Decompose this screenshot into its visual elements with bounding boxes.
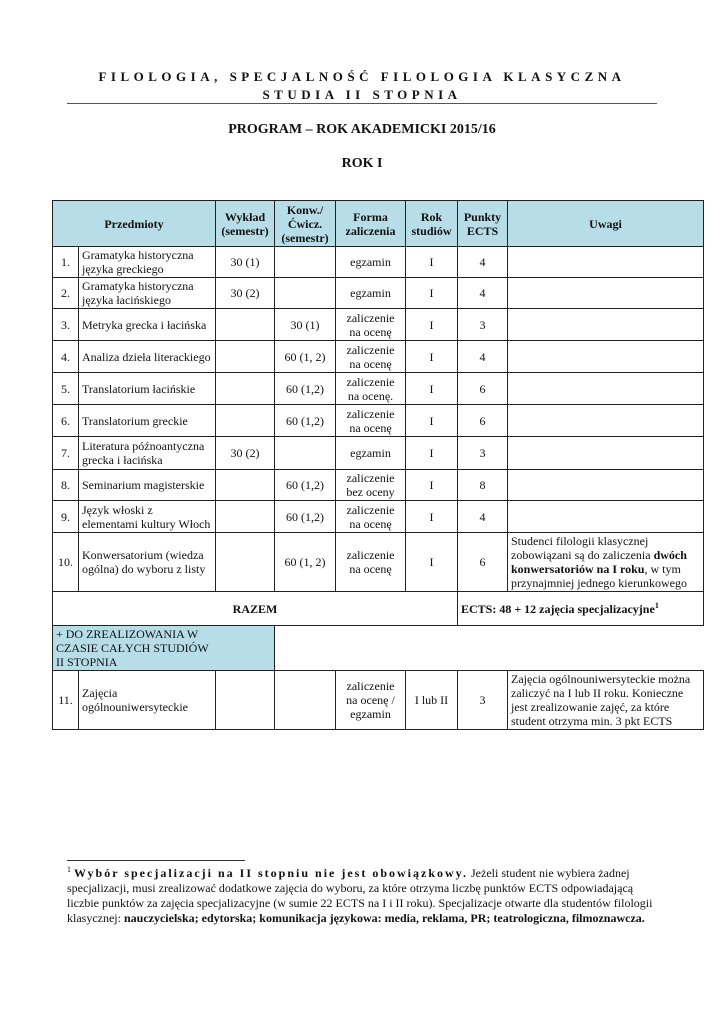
table-row-3 <box>53 309 704 341</box>
notes-cell <box>508 278 704 309</box>
subject-name: Seminarium magisterskie <box>79 470 216 501</box>
ects-cell: 6 <box>458 373 508 405</box>
exercises-cell: 60 (1,2) <box>275 405 336 437</box>
form-cell: zaliczenie na ocenę. <box>336 373 406 405</box>
col-header-year: Rok studiów <box>406 201 458 247</box>
table-header-row <box>53 201 704 247</box>
table-row-11 <box>53 671 704 730</box>
form-cell: zaliczenie bez oceny <box>336 470 406 501</box>
ects-cell: 4 <box>458 278 508 309</box>
ects-cell: 3 <box>458 309 508 341</box>
lecture-cell <box>216 533 275 592</box>
form-cell: zaliczenie na ocenę <box>336 309 406 341</box>
total-label: RAZEM <box>53 592 458 626</box>
subject-name: Gramatyka historyczna języka greckiego <box>79 247 216 278</box>
notes-cell: Studenci filologii klasycznej zobowiązani są do zaliczenia dwóch konwersatoriów na I roku, w tym przynajmniej jednego kierunkowego <box>508 533 704 592</box>
col-header-ects: Punkty ECTS <box>458 201 508 247</box>
subject-name: Gramatyka historyczna języka łacińskiego <box>79 278 216 309</box>
row-number: 8. <box>53 470 79 501</box>
footnote: $^1$ Wybór specjalizacji na II stopniu nie jest obowiązkowy. Jeżeli student nie wybiera żadnej specjalizacji, musi zrealizować dodatkowe zajęcia do wyboru, za które otrzyma liczbę punktów ECTS odpowiadającą liczbie punktów za zajęcia specjalizacyjne (w sumie 22 ECTS na I i II roku). Specjalizacje otwarte dla studentów filologii klasycznej: nauczycielska; edytorska; komunikacja językowa: media, reklama, PR; teatrologiczna, filmoznawcza. <box>67 865 653 925</box>
notes-cell <box>508 341 704 373</box>
year-title: ROK I <box>341 156 383 171</box>
notes-cell <box>508 437 704 470</box>
lecture-cell <box>216 341 275 373</box>
row-number: 10. <box>53 533 79 592</box>
year-cell: I <box>406 309 458 341</box>
document-header-line2: STUDIA II STOPNIA <box>262 87 462 102</box>
table-row-5 <box>53 373 704 405</box>
lecture-cell <box>216 501 275 533</box>
subject-name: Translatorium łacińskie <box>79 373 216 405</box>
form-cell: zaliczenie na ocenę <box>336 501 406 533</box>
notes-cell: Zajęcia ogólnouniwersyteckie można zaliczyć na I lub II roku. Konieczne jest zrealizowanie zajęć, za które student otrzyma min. 3 pkt ECTS <box>508 671 704 730</box>
ects-cell: 3 <box>458 671 508 730</box>
lecture-cell: 30 (2) <box>216 278 275 309</box>
notes-cell <box>508 309 704 341</box>
form-cell: zaliczenie na ocenę / egzamin <box>336 671 406 730</box>
subject-name: Analiza dzieła literackiego <box>79 341 216 373</box>
row-number: 5. <box>53 373 79 405</box>
form-cell: zaliczenie na ocenę <box>336 341 406 373</box>
exercises-cell: 60 (1, 2) <box>275 341 336 373</box>
year-cell: I <box>406 533 458 592</box>
exercises-cell <box>275 671 336 730</box>
footnote-divider <box>67 860 245 861</box>
col-header-notes: Uwagi <box>508 201 704 247</box>
col-header-subjects: Przedmioty <box>53 201 216 247</box>
lecture-cell <box>216 470 275 501</box>
col-header-lecture: Wykład (semestr) <box>216 201 275 247</box>
table-row-2 <box>53 278 704 309</box>
subject-name: Metryka grecka i łacińska <box>79 309 216 341</box>
exercises-cell <box>275 437 336 470</box>
year-cell: I <box>406 278 458 309</box>
subject-name: Zajęcia ogólnouniwersyteckie <box>79 671 216 730</box>
ects-cell: 3 <box>458 437 508 470</box>
form-cell: egzamin <box>336 437 406 470</box>
ects-cell: 6 <box>458 405 508 437</box>
notes-cell <box>508 405 704 437</box>
form-cell: egzamin <box>336 247 406 278</box>
exercises-cell: 60 (1,2) <box>275 373 336 405</box>
year-cell: I <box>406 437 458 470</box>
section-row <box>53 626 704 671</box>
total-row <box>53 592 704 626</box>
section-label: + DO ZREALIZOWANIA W CZASIE CAŁYCH STUDIÓW II STOPNIA <box>53 626 275 671</box>
lecture-cell <box>216 309 275 341</box>
program-title: PROGRAM – ROK AKADEMICKI 2015/16 <box>228 122 496 137</box>
year-cell: I <box>406 405 458 437</box>
ects-cell: 4 <box>458 247 508 278</box>
lecture-cell <box>216 405 275 437</box>
subject-name: Translatorium greckie <box>79 405 216 437</box>
exercises-cell: 60 (1, 2) <box>275 533 336 592</box>
exercises-cell <box>275 247 336 278</box>
year-cell: I lub II <box>406 671 458 730</box>
notes-cell <box>508 373 704 405</box>
lecture-cell <box>216 671 275 730</box>
year-cell: I <box>406 501 458 533</box>
subject-name: Konwersatorium (wiedza ogólna) do wyboru z listy <box>79 533 216 592</box>
form-cell: egzamin <box>336 278 406 309</box>
total-ects: ECTS: 48 + 12 zajęcia specjalizacyjne$^1$ <box>458 592 704 626</box>
subject-name: Język włoski z elementami kultury Włoch <box>79 501 216 533</box>
notes-cell <box>508 470 704 501</box>
ects-cell: 8 <box>458 470 508 501</box>
table-row-9 <box>53 501 704 533</box>
ects-cell: 4 <box>458 501 508 533</box>
row-number: 9. <box>53 501 79 533</box>
year-cell: I <box>406 341 458 373</box>
exercises-cell <box>275 278 336 309</box>
row-number: 2. <box>53 278 79 309</box>
lecture-cell: 30 (2) <box>216 437 275 470</box>
col-header-exercises: Konw./ Ćwicz. (semestr) <box>275 201 336 247</box>
lecture-cell: 30 (1) <box>216 247 275 278</box>
row-number: 7. <box>53 437 79 470</box>
exercises-cell: 30 (1) <box>275 309 336 341</box>
row-number: 4. <box>53 341 79 373</box>
year-cell: I <box>406 247 458 278</box>
form-cell: zaliczenie na ocenę <box>336 533 406 592</box>
ects-cell: 6 <box>458 533 508 592</box>
lecture-cell <box>216 373 275 405</box>
table-row-8 <box>53 470 704 501</box>
form-cell: zaliczenie na ocenę <box>336 405 406 437</box>
col-header-form: Forma zaliczenia <box>336 201 406 247</box>
row-number: 3. <box>53 309 79 341</box>
exercises-cell: 60 (1,2) <box>275 470 336 501</box>
header-divider <box>67 103 657 104</box>
table-row-1 <box>53 247 704 278</box>
document-header-line1: FILOLOGIA, SPECJALNOŚĆ FILOLOGIA KLASYCZNA <box>98 69 626 84</box>
ects-cell: 4 <box>458 341 508 373</box>
notes-cell <box>508 501 704 533</box>
table-row-6 <box>53 405 704 437</box>
exercises-cell: 60 (1,2) <box>275 501 336 533</box>
table-row-4 <box>53 341 704 373</box>
year-cell: I <box>406 373 458 405</box>
notes-cell <box>508 247 704 278</box>
year-cell: I <box>406 470 458 501</box>
row-number: 1. <box>53 247 79 278</box>
subject-name: Literatura późnoantyczna grecka i łacińska <box>79 437 216 470</box>
row-number: 11. <box>53 671 79 730</box>
table-row-7 <box>53 437 704 470</box>
row-number: 6. <box>53 405 79 437</box>
table-row-10 <box>53 533 704 592</box>
program-table <box>52 200 704 730</box>
